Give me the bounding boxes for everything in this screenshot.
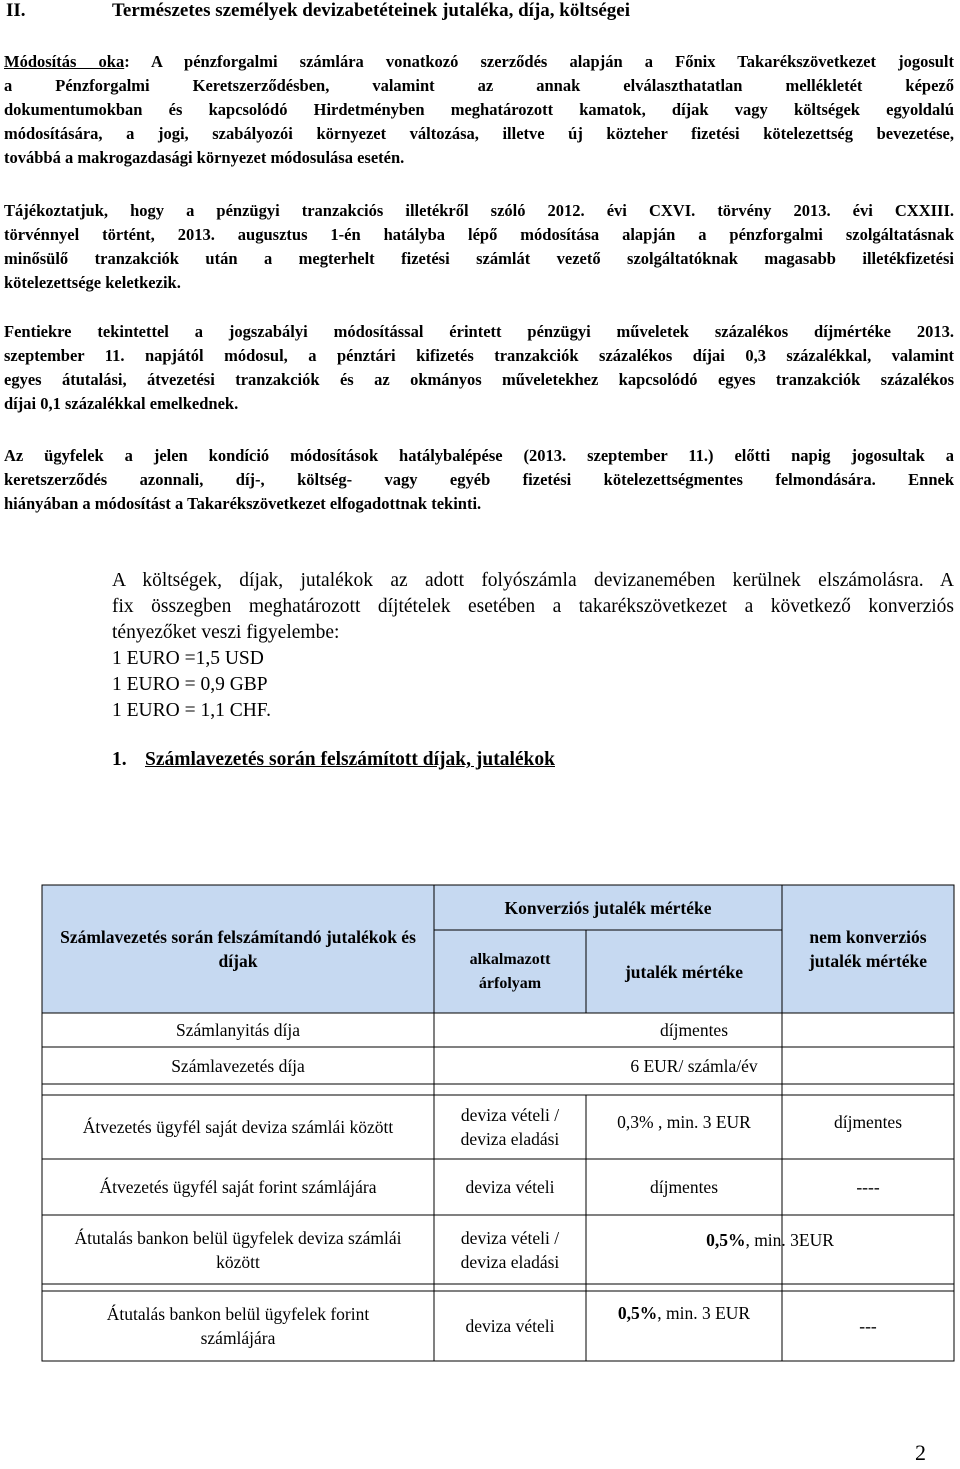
header-conversion-group: Konverziós jutalék mértéke xyxy=(504,897,712,918)
row-own-fx-transfer-nonconv: díjmentes xyxy=(833,1112,903,1132)
row-intrabank-fx-fee: 0,5% , min. 3EUR xyxy=(706,1230,834,1250)
row-intrabank-huf-name: Átutalás bankon belül ügyfelek forint számlájára xyxy=(106,1304,370,1348)
row-account-opening-fee: díjmentes xyxy=(659,1020,729,1040)
paragraph-line: Fentiekre tekintettel a jogszabályi módosítással érintett pénzügyi műveletek százalékos díjmértéke 2013. xyxy=(4,322,954,341)
paragraph-line: tényezőket veszi figyelembe: xyxy=(112,622,340,643)
row-account-keeping-name: Számlavezetés díja xyxy=(171,1055,305,1076)
row-account-opening-name: Számlanyitás díja xyxy=(176,1020,300,1040)
row-own-fx-transfer-rate: deviza vételi / deviza eladási xyxy=(460,1105,560,1149)
section-number: II. xyxy=(6,0,26,21)
row-intrabank-huf-fee: 0,5% , min. 3 EUR xyxy=(617,1303,751,1323)
row-intrabank-fx-name: Átutalás bankon belül ügyfelek deviza számlái között xyxy=(74,1227,402,1272)
modification-reason-label: Módosítás oka xyxy=(4,52,125,71)
paragraph-line: A költségek, díjak, jutalékok az adott folyószámla devizanemében kerülnek elszámolásra. A xyxy=(112,570,954,591)
row-own-huf-transfer-rate: deviza vételi xyxy=(465,1177,555,1197)
row-intrabank-huf-rate: deviza vételi xyxy=(465,1316,555,1336)
paragraph-line: kötelezettsége keletkezik. xyxy=(4,273,181,292)
row-intrabank-huf-nonconv: --- xyxy=(859,1316,877,1336)
header-fee-type: Számlavezetés során felszámítandó jutalékok és díjak xyxy=(60,927,416,971)
conversion-rate-gbp: 1 EURO = 0,9 GBP xyxy=(112,674,268,695)
paragraph-line: törvénnyel történt, 2013. augusztus 1-én hatályba lépő módosítása alapján a pénzforgalmi szolgáltatásnak xyxy=(4,225,954,244)
conversion-rate-usd: 1 EURO =1,5 USD xyxy=(112,648,264,669)
subsection-number: 1. xyxy=(112,749,127,770)
paragraph-line: keretszerződés azonnali, díj-, költség- vagy egyéb fizetési kötelezettségmentes felmondására. Ennek xyxy=(4,470,954,489)
header-applied-rate: alkalmazott árfolyam xyxy=(469,950,551,992)
paragraph-line: szeptember 11. napjától módosul, a pénztári kifizetés tranzakciók százalékos díjai 0,3 százalékkal, valamint xyxy=(4,346,954,365)
paragraph-line: fix összegben meghatározott díjtételek esetében a takarékszövetkezet a következő konverziós xyxy=(112,596,954,617)
row-own-huf-transfer-nonconv: ---- xyxy=(856,1177,880,1197)
paragraph-line: a Pénzforgalmi Keretszerződésben, valamint az annak elválaszthatatlan mellékletét képező xyxy=(4,76,954,95)
paragraph-line: továbbá a makrogazdasági környezet módosulása esetén. xyxy=(4,148,405,167)
row-intrabank-fx-rate: deviza vételi / deviza eladási xyxy=(460,1227,560,1272)
paragraph-line: díjai 0,1 százalékkal emelkednek. xyxy=(4,394,239,413)
paragraph-line: hiányában a módosítást a Takarékszövetkezet elfogadottnak tekinti. xyxy=(4,494,482,513)
paragraph-line: egyes átutalási, átvezetési tranzakciók és az okmányos műveletekhez kapcsolódó egyes tranzakciók százalékos xyxy=(4,370,954,389)
subsection-title: Számlavezetés során felszámított díjak, jutalékok xyxy=(145,749,555,770)
row-own-fx-transfer-name: Átvezetés ügyfél saját deviza számlái között xyxy=(82,1117,394,1137)
header-non-conversion-fee: nem konverziós jutalék mértéke xyxy=(808,927,928,971)
section-title: Természetes személyek devizabetéteinek jutaléka, díja, költségei xyxy=(112,0,630,21)
paragraph-line: minősülő tranzakciók után a megterhelt fizetési számlát vezető szolgáltatóknak magasabb illetékfizetési xyxy=(4,249,954,268)
paragraph-line: módosítására, a jogi, szabályozói környezet változása, illetve új közteher fizetési kötelezettség bevezetése, xyxy=(4,124,954,143)
page-number: 2 xyxy=(915,1440,926,1465)
paragraph-line: Módosítás oka: A pénzforgalmi számlára vonatkozó szerződés alapján a Főnix Takarékszövetkezet jogosult xyxy=(4,52,955,71)
conversion-rate-chf: 1 EURO = 1,1 CHF. xyxy=(112,700,271,721)
paragraph-line: dokumentumokban és kapcsolódó Hirdetményben meghatározott kamatok, díjak vagy költségek egyoldalú xyxy=(4,100,954,119)
paragraph-line: Az ügyfelek a jelen kondíció módosítások hatálybalépése (2013. szeptember 11.) előtti napig jogosultak a xyxy=(4,446,954,465)
row-own-huf-transfer-fee: díjmentes xyxy=(649,1177,719,1197)
header-fee-rate: jutalék mértéke xyxy=(624,961,744,982)
row-account-keeping-fee: 6 EUR/ számla/év xyxy=(630,1055,758,1076)
paragraph-line: Tájékoztatjuk, hogy a pénzügyi tranzakciós illetékről szóló 2012. évi CXVI. törvény 2013. évi CXXIII. xyxy=(4,201,954,220)
row-own-huf-transfer-name: Átvezetés ügyfél saját forint számlájára xyxy=(99,1177,377,1197)
row-own-fx-transfer-fee: 0,3% , min. 3 EUR xyxy=(617,1112,751,1132)
